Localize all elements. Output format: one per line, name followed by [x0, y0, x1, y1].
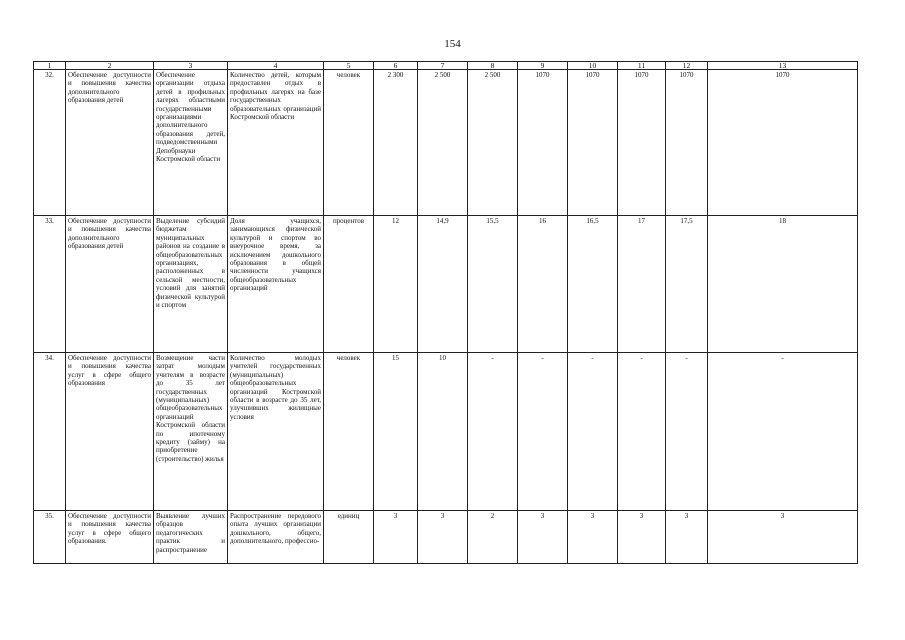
value-cell: 3 — [374, 511, 418, 564]
goal-cell: Обеспечение доступности и повышения качества услуг в сфере общего образования. — [66, 511, 154, 564]
indicator-cell: Распространение передового опыта лучших организации дошкольного, общего, дополнительного, профессио- — [228, 511, 324, 564]
value-cell: 12 — [374, 216, 418, 353]
row-number: 35. — [34, 511, 66, 564]
indicator-cell: Количество молодых учителей государственных (муниципальных) общеобразовательных организаций Костромской области в возрасте до 35 лет, улучшивших жилищные условия — [228, 353, 324, 511]
row-number: 32. — [34, 70, 66, 216]
table-row — [34, 216, 858, 353]
value-cell: 3 — [618, 511, 666, 564]
measure-cell: Выделение субсидий бюджетам муниципальных районов на создание в общеобразовательных организациях, расположенных в сельской местности, условий для занятий физической культурой и спортом — [154, 216, 228, 353]
goal-cell: Обеспечение доступности и повышения качества дополнительного образования детей — [66, 70, 154, 216]
value-cell: 1070 — [618, 70, 666, 216]
value-cell: 2 500 — [468, 70, 518, 216]
value-cell: 1070 — [518, 70, 568, 216]
indicator-cell: Количество детей, которым предоставлен отдых в профильных лагерях на базе государственных образовательных организаций Костромской области — [228, 70, 324, 216]
value-cell: - — [518, 353, 568, 511]
unit-cell: человек — [324, 353, 374, 511]
goal-cell: Обеспечение доступности и повышения качества дополнительного образования детей — [66, 216, 154, 353]
unit-cell: человек — [324, 70, 374, 216]
value-cell: 1070 — [568, 70, 618, 216]
value-cell: 16,5 — [568, 216, 618, 353]
indicator-cell: Доля учащихся, занимающихся физической культурой и спортом во внеурочное время, за исключением дошкольного образования в общей численности учащихся общеобразовательных организаций — [228, 216, 324, 353]
column-number: 9 — [518, 62, 568, 70]
value-cell: 2 — [468, 511, 518, 564]
table-row — [34, 511, 858, 564]
column-number: 11 — [618, 62, 666, 70]
table-row — [34, 70, 858, 216]
value-cell: 10 — [418, 353, 468, 511]
value-cell: 3 — [568, 511, 618, 564]
program-indicators-table — [33, 61, 858, 564]
column-number: 2 — [66, 62, 154, 70]
value-cell: 1070 — [666, 70, 708, 216]
value-cell: 3 — [418, 511, 468, 564]
column-number: 3 — [154, 62, 228, 70]
column-number: 4 — [228, 62, 324, 70]
value-cell: 3 — [666, 511, 708, 564]
value-cell: - — [468, 353, 518, 511]
measure-cell: Возмещение части затрат молодым учителям в возрасте до 35 лет государственных (муниципальных) общеобразовательных организаций Костромской области по ипотечному кредиту (займу) на приобретение (строительство) жилья — [154, 353, 228, 511]
value-cell: 3 — [708, 511, 858, 564]
column-number: 13 — [708, 62, 858, 70]
value-cell: - — [666, 353, 708, 511]
column-number: 8 — [468, 62, 518, 70]
column-number: 6 — [374, 62, 418, 70]
value-cell: 17 — [618, 216, 666, 353]
value-cell: 15 — [374, 353, 418, 511]
row-number: 33. — [34, 216, 66, 353]
column-number: 1 — [34, 62, 66, 70]
value-cell: 2 500 — [418, 70, 468, 216]
row-number: 34. — [34, 353, 66, 511]
column-number-row — [34, 62, 858, 70]
column-number: 12 — [666, 62, 708, 70]
unit-cell: единиц — [324, 511, 374, 564]
value-cell: 18 — [708, 216, 858, 353]
value-cell: 16 — [518, 216, 568, 353]
value-cell: 2 300 — [374, 70, 418, 216]
value-cell: - — [568, 353, 618, 511]
table-row — [34, 353, 858, 511]
page-number: 154 — [444, 38, 461, 50]
value-cell: 17,5 — [666, 216, 708, 353]
value-cell: - — [618, 353, 666, 511]
value-cell: - — [708, 353, 858, 511]
unit-cell: процентов — [324, 216, 374, 353]
value-cell: 1070 — [708, 70, 858, 216]
measure-cell: Выявление лучших образцов педагогических практик и распространение — [154, 511, 228, 564]
column-number: 5 — [324, 62, 374, 70]
goal-cell: Обеспечение доступности и повышения качества услуг в сфере общего образования — [66, 353, 154, 511]
column-number: 7 — [418, 62, 468, 70]
value-cell: 15,5 — [468, 216, 518, 353]
column-number: 10 — [568, 62, 618, 70]
value-cell: 3 — [518, 511, 568, 564]
value-cell: 14,9 — [418, 216, 468, 353]
measure-cell: Обеспечение организации отдыха детей в профильных лагерях областными государственными организациями дополнительного образования детей, подведомственными Депобрнауки Костромской области — [154, 70, 228, 216]
